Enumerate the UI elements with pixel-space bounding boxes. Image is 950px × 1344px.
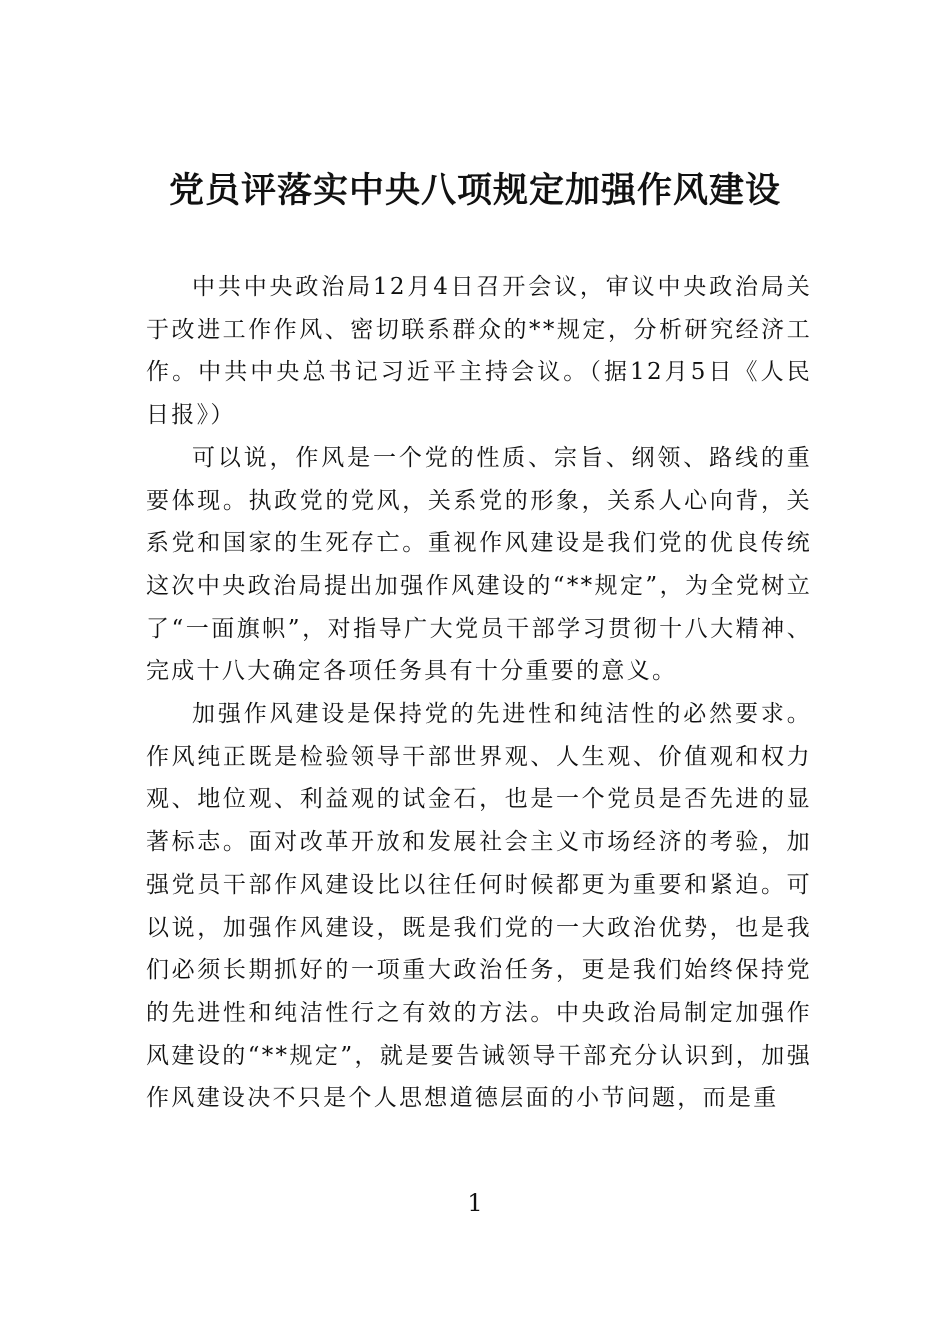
- paragraph-3: 加强作风建设是保持党的先进性和纯洁性的必然要求。作风纯正既是检验领导干部世界观、人生观、价值观和权力观、地位观、利益观的试金石，也是一个党员是否先进的显著标志。面对改革开放和发展社会主义市场经济的考验，加强党员干部作风建设比以往任何时候都更为重要和紧迫。可以说，加强作风建设，既是我们党的一大政治优势，也是我们必须长期抓好的一项重大政治任务，更是我们始终保持党的先进性和纯洁性行之有效的方法。中央政治局制定加强作风建设的“**规定”，就是要告诫领导干部充分认识到，加强作风建设决不只是个人思想道德层面的小节问题，而是重: [146, 701, 812, 1112]
- paragraph-1: 中共中央政治局12月4日召开会议，审议中央政治局关于改进工作作风、密切联系群众的**规定，分析研究经济工作。中共中央总书记习近平主持会议。（据12月5日《人民日报》）: [146, 274, 812, 429]
- page-number: 1: [467, 1189, 483, 1217]
- document-title: 党员评落实中央八项规定加强作风建设: [168, 170, 781, 211]
- paragraph-2: 可以说，作风是一个党的性质、宗旨、纲领、路线的重要体现。执政党的党风，关系党的形象，关系人心向背，关系党和国家的生死存亡。重视作风建设是我们党的优良传统这次中央政治局提出加强作风建设的“**规定”，为全党树立了“一面旗帜”，对指导广大党员干部学习贯彻十八大精神、完成十八大确定各项任务具有十分重要的意义。: [146, 444, 812, 685]
- document-body: [146, 266, 812, 1120]
